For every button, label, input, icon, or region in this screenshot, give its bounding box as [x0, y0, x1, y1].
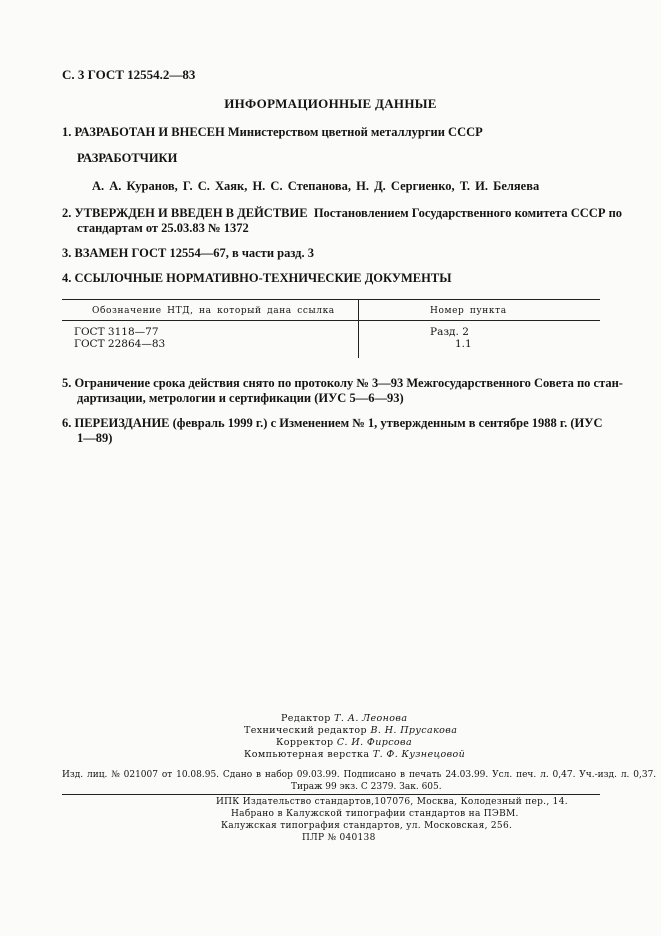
printer-line4: ПЛР № 040138 [302, 833, 376, 843]
credit-editor-name: Т. А. Леонова [334, 713, 408, 724]
table-column-divider [358, 299, 359, 358]
credit-tech-editor-name: В. Н. Прусакова [370, 725, 458, 736]
credit-tech-editor-label: Технический редактор [244, 725, 368, 736]
table-header-document: Обозначение НТД, на который дана ссылка [92, 306, 335, 316]
table-cell-item-2: 1.1 [455, 338, 472, 350]
imprint-line1: Изд. лиц. № 021007 от 10.08.95. Сдано в набор 09.03.99. Подписано в печать 24.03.99. Усл. печ. л. 0,47. Уч.-изд. л. 0,37. [62, 770, 657, 780]
table-header-rule [62, 320, 600, 321]
section-4-heading: 4. ССЫЛОЧНЫЕ НОРМАТИВНО-ТЕХНИЧЕСКИЕ ДОКУМЕНТЫ [62, 271, 452, 285]
section-3: 3. ВЗАМЕН ГОСТ 12554—67, в части разд. 3 [62, 246, 314, 260]
credit-proofreader [276, 737, 412, 748]
printer-line2: Набрано в Калужской типографии стандартов на ПЭВМ. [231, 809, 519, 819]
table-cell-doc-2: ГОСТ 22864—83 [74, 338, 166, 350]
credit-proofreader-label: Корректор [276, 737, 334, 748]
table-cell-doc-1: ГОСТ 3118—77 [74, 326, 159, 338]
section-6-line2: 1—89) [77, 431, 113, 445]
page-header: С. 3 ГОСТ 12554.2—83 [62, 67, 196, 82]
section-1-heading: 1. РАЗРАБОТАН И ВНЕСЕН [62, 125, 225, 139]
section-2-heading: 2. УТВЕРЖДЕН И ВВЕДЕН В ДЕЙСТВИЕ [62, 206, 308, 220]
section-1 [62, 125, 483, 140]
credit-layout-name: Т. Ф. Кузнецовой [372, 749, 466, 760]
credit-layout [244, 749, 465, 760]
credit-tech-editor [244, 725, 457, 736]
table-header-item: Номер пункта [430, 306, 507, 316]
imprint-line2: Тираж 99 экз. С 2379. Зак. 605. [291, 782, 442, 792]
credit-proofreader-name: С. И. Фирсова [336, 737, 413, 748]
credit-editor [281, 713, 407, 724]
credit-layout-label: Компьютерная верстка [244, 749, 370, 760]
section-2-text: Постановлением Государственного комитета СССР по [313, 206, 623, 220]
section-5-line2: дартизации, метрологии и сертификации (ИУС 5—6—93) [77, 391, 404, 405]
table-top-rule [62, 299, 600, 300]
printer-line3: Калужская типография стандартов, ул. Московская, 256. [221, 821, 513, 831]
developers-list: А. А. Куранов, Г. С. Хаяк, Н. С. Степанова, Н. Д. Сергиенко, Т. И. Беляева [92, 179, 540, 193]
table-cell-item-1: Разд. 2 [430, 326, 469, 338]
credit-editor-label: Редактор [281, 713, 331, 724]
printer-line1: ИПК Издательство стандартов,107076, Москва, Колодезный пер., 14. [216, 797, 568, 807]
section-2 [62, 206, 622, 221]
section-5-line1: 5. Ограничение срока действия снято по протоколу № 3—93 Межгосударственного Совета по стан- [62, 376, 623, 390]
section-2-line2: стандартам от 25.03.83 № 1372 [77, 221, 249, 235]
section-1-text: Министерством цветной металлургии СССР [227, 125, 483, 139]
page-title: ИНФОРМАЦИОННЫЕ ДАННЫЕ [224, 96, 437, 111]
developers-label: РАЗРАБОТЧИКИ [77, 151, 178, 165]
section-6-line1: 6. ПЕРЕИЗДАНИЕ (февраль 1999 г.) с Изменением № 1, утвержденным в сентябре 1988 г. (ИУС [62, 416, 603, 430]
imprint-rule [62, 794, 600, 795]
